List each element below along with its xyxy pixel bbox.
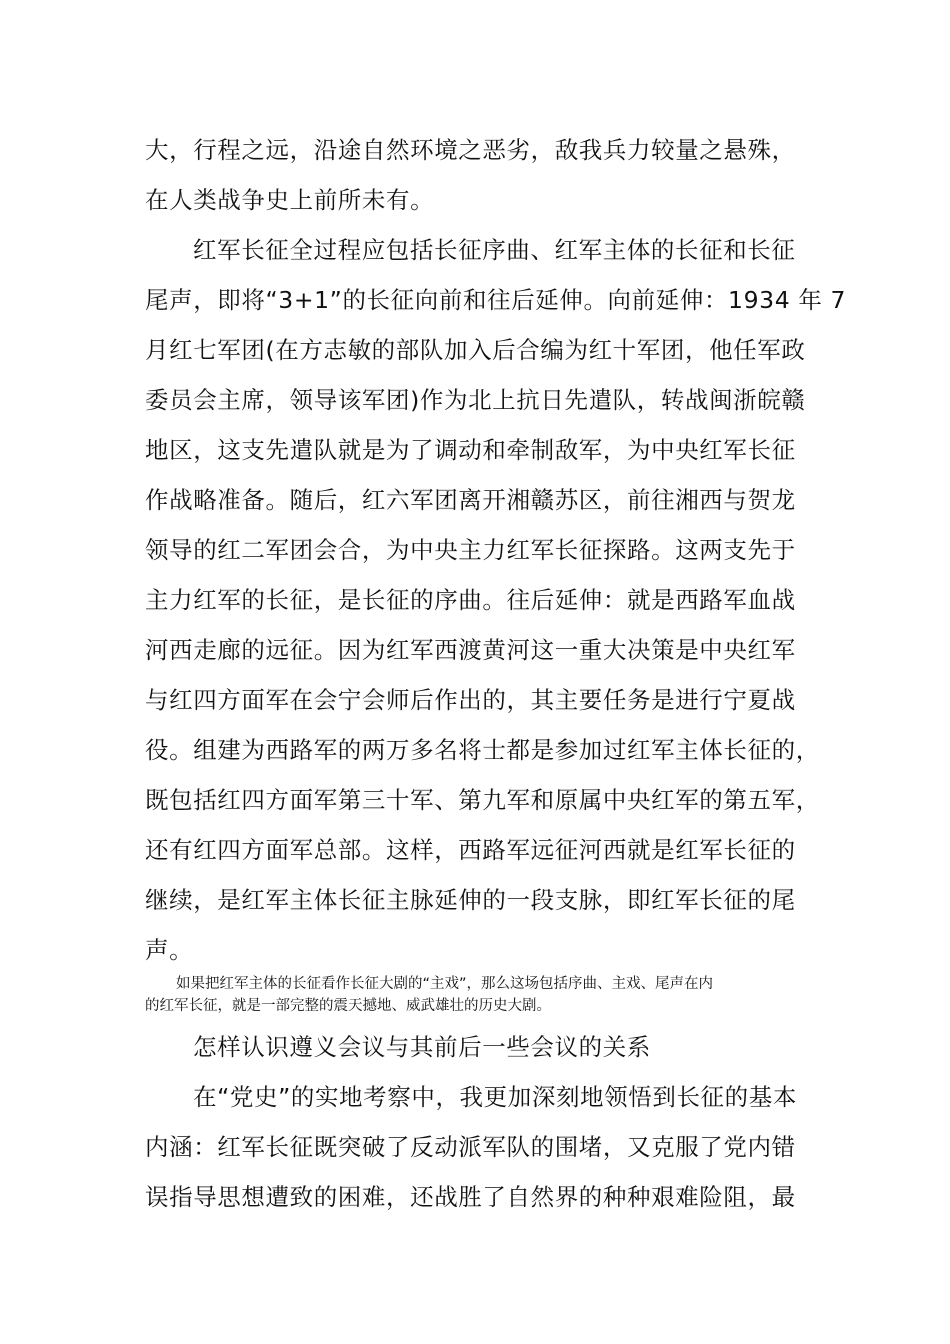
section-heading: 怎样认识遵义会议与其前后一些会议的关系 [193,1033,651,1061]
paragraph-2-line-2: 尾声，即将“3+1”的长征向前和往后延伸。向前延伸：1934 年 7 [145,286,847,314]
paragraph-2-line-5: 地区，这支先遣队就是为了调动和牵制敌军，为中央红军长征 [145,436,796,464]
paragraph-2-line-13: 还有红四方面军总部。这样，西路军远征河西就是红军长征的 [145,836,796,864]
note-line-1: 如果把红军主体的长征看作长征大剧的“主戏”，那么这场包括序曲、主戏、尾声在内 [176,976,714,992]
paragraph-1-line-1: 大，行程之远，沿途自然环境之恶劣，敌我兵力较量之悬殊， [145,136,796,164]
paragraph-2-line-15: 声。 [145,936,194,964]
paragraph-2-line-1: 红军长征全过程应包括长征序曲、红军主体的长征和长征 [193,236,796,264]
paragraph-3-line-3: 误指导思想遭致的困难，还战胜了自然界的种种艰难险阻，最 [145,1183,796,1211]
paragraph-3-line-2: 内涵：红军长征既突破了反动派军队的围堵，又克服了党内错 [145,1133,796,1161]
paragraph-2-line-8: 主力红军的长征，是长征的序曲。往后延伸：就是西路军血战 [145,586,796,614]
paragraph-2-line-9: 河西走廊的远征。因为红军西渡黄河这一重大决策是中央红军 [145,636,796,664]
paragraph-2-line-6: 作战略准备。随后，红六军团离开湘赣苏区，前往湘西与贺龙 [145,486,796,514]
paragraph-2-line-4: 委员会主席，领导该军团)作为北上抗日先遣队，转战闽浙皖赣 [145,386,806,414]
paragraph-2-line-11: 役。组建为西路军的两万多名将士都是参加过红军主体长征的， [145,736,820,764]
paragraph-2-line-12: 既包括红四方面军第三十军、第九军和原属中央红军的第五军， [145,786,820,814]
paragraph-2-line-10: 与红四方面军在会宁会师后作出的，其主要任务是进行宁夏战 [145,686,796,714]
paragraph-1-line-2: 在人类战争史上前所未有。 [145,186,435,214]
paragraph-2-line-3: 月红七军团(在方志敏的部队加入后合编为红十军团，他任军政 [145,336,806,364]
paragraph-3-line-1: 在“党史”的实地考察中，我更加深刻地领悟到长征的基本 [193,1083,797,1111]
paragraph-2-line-7: 领导的红二军团会合，为中央主力红军长征探路。这两支先于 [145,536,796,564]
note-line-2: 的红军长征，就是一部完整的震天撼地、威武雄壮的历史大剧。 [145,998,551,1014]
paragraph-2-line-14: 继续，是红军主体长征主脉延伸的一段支脉，即红军长征的尾 [145,886,796,914]
